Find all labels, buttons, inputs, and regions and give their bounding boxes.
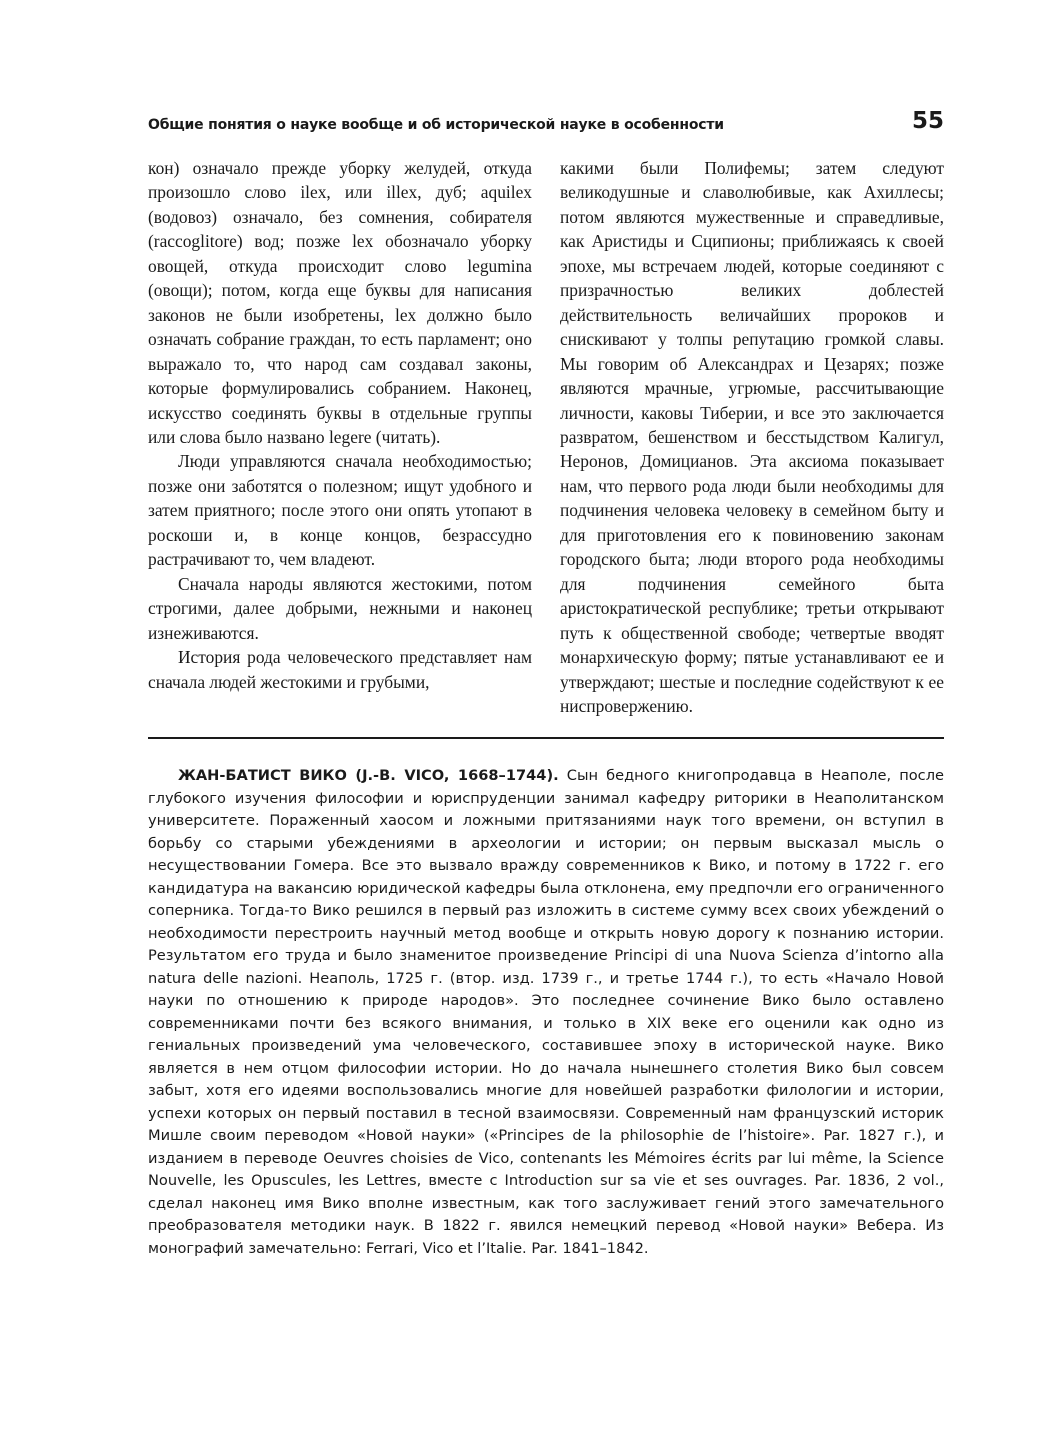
text-column-left	[148, 156, 532, 694]
running-head-title: Общие понятия о науке вообще и об исторической науке в особенности	[148, 117, 724, 133]
paragraph: какими были Полифемы; затем следуют великодушные и славолюбивые, как Ахиллесы; потом являются мужественные и справедливые, как Аристиды и Сципионы; приближаясь к своей эпохе, мы встречаем людей, которые соединяют с призрачностью великих доблестей действительность величайших пророков и снискивают у толпы репутацию громкой славы. Мы говорим об Александрах и Цезарях; позже являются мрачные, угрюмые, рассчитывающие личности, каковы Тиберии, и все это заключается развратом, бешенством и бесстыдством Калигул, Неронов, Домицианов. Эта аксиома показывает нам, что первого рода люди были необходимы для подчинения человека человеку в семейном быту и для приготовления его к повиновению законам городского быта; люди второго рода необходимы для подчинения семейного быта аристократической республике; третьи открывают путь к общественной свободе; четвертые вводят монархическую форму; пятые устанавливают ее и утверждают; шестые и последние содействуют к ее ниспровержению.	[560, 158, 944, 716]
text-column-right	[560, 156, 944, 718]
paragraph: История рода человеческого представляет нам сначала людей жестокими и грубыми,	[148, 647, 532, 692]
paragraph: кон) означало прежде уборку желудей, откуда произошло слово ilex, или illex, дуб; aquilex (водовоз) означало, без сомнения, собирателя (raccoglitore) вод; позже lex обозначало уборку овощей, откуда происходит слово legumina (овощи); потом, когда еще буквы для написания законов не были изобретены, lex должно было означать собрание граждан, то есть парламент; оно выражало то, что народ сам создавал законы, которые формулировались собранием. Наконец, искусство соединять буквы в отдельные группы или слова было названо legere (читать).	[148, 158, 532, 447]
page-number: 55	[911, 108, 944, 134]
biography-heading: ЖАН-БАТИСТ ВИКО (J.-B. VICO, 1668–1744).	[178, 767, 559, 784]
paragraph: Люди управляются сначала необходимостью; позже они заботятся о полезном; ищут удобного и затем приятного; после этого они опять утопают в роскоши и, в конце концов, безрассудно растрачивают то, чем владеют.	[148, 451, 532, 570]
biography-text: Сын бедного книгопродавца в Неаполе, после глубокого изучения философии и юриспруденции занимал кафедру риторики в Неаполитанском университете. Пораженный хаосом и ложными притязаниями наук того времени, он вступил в борьбу со старыми убеждениями в археологии и истории; он первым высказал мысль о несуществовании Гомера. Все это вызвало вражду современников к Вико, и потому в 1722 г. его кандидатура на вакансию юридической кафедры была отклонена, ему предпочли его ограниченного соперника. Тогда-то Вико решился в первый раз изложить в системе сумму всех своих убеждений о необходимости перестроить научный метод вообще и открыть новую дорогу к познанию истории. Результатом его труда и было знаменитое произведение Principi di una Nuova Scienza d’intorno alla natura delle nazioni. Неаполь, 1725 г. (втор. изд. 1739 г., и третье 1744 г.), то есть «Начало Новой науки по отношению к природе народов». Это последнее сочинение Вико было оставлено современниками почти без всякого внимания, и только в XIX веке его оценили как одно из гениальных произведений ума человеческого, составившее эпоху в исторической науке. Вико является в нем отцом философии истории. Но до начала нынешнего столетия Вико был совсем забыт, хотя его идеями воспользовались многие для новейшей разработки филологии и истории, успехи которых он первый поставил в тесной взаимосвязи. Современный нам французский историк Мишле своим переводом «Новой науки» («Principes de la philosophie de l’histoire». Par. 1827 г.), и изданием в переводе Oeuvres choisies de Vico, contenants les Mémoires écrits par lui même, la Science Nouvelle, les Opuscules, les Lettres, вместе с Introduction sur sa vie et ses ouvrages. Par. 1836, 2 vol., сделал наконец имя Вико вполне известным, как того заслуживает гений этого замечательного преобразователя методики наук. В 1822 г. явился немецкий перевод «Новой науки» Вебера. Из монографий замечательно: Ferrari, Vico et l’Italie. Par. 1841–1842.	[148, 767, 945, 1257]
biography-note	[148, 765, 944, 1260]
section-divider	[148, 737, 944, 739]
paragraph: Сначала народы являются жестокими, потом строгими, далее добрыми, нежными и наконец изнеживаются.	[148, 573, 532, 643]
page-header	[148, 108, 944, 142]
